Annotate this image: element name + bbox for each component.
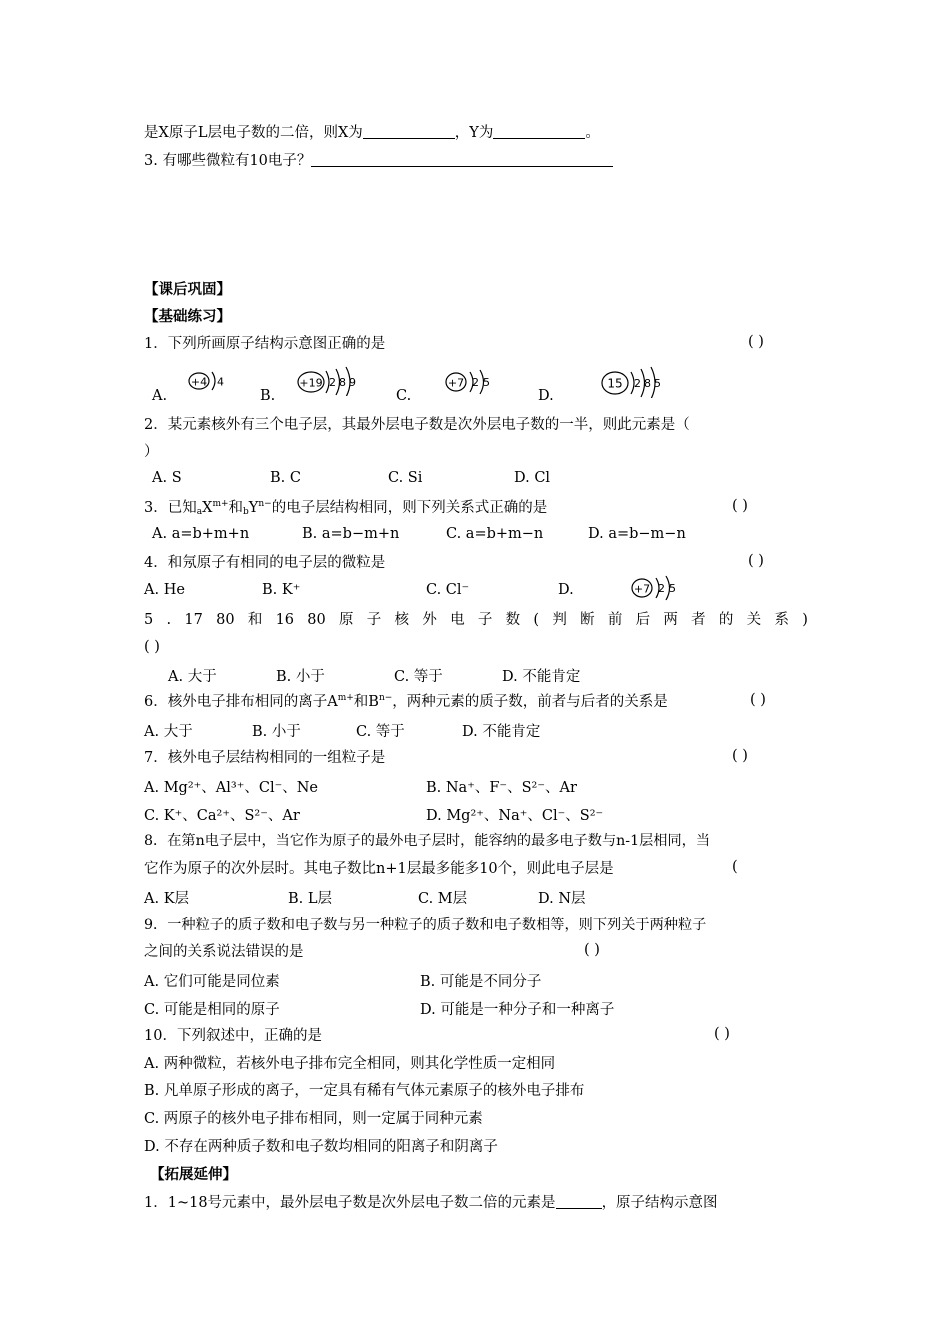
q6-stem-b: ，两种元素的质子数，前者与后者的关系是 [392, 694, 668, 710]
q6-option-a[interactable]: A. 大于 [144, 724, 193, 740]
top-line-1-b: ，Y为 [454, 125, 494, 141]
q5-char: 断 [580, 612, 595, 628]
shell-count: 8 [339, 376, 346, 389]
shell-count: 5 [669, 582, 676, 595]
ext1-stem-a: 1．1~18号元素中，最外层电子数是次外层电子数二倍的元素是 [144, 1195, 556, 1211]
q5-char: 前 [607, 612, 623, 628]
q5-char: 和 [247, 612, 263, 628]
q3-and: 和 [228, 500, 244, 516]
q5-char: 外 [422, 612, 437, 628]
q5-char: 5 [144, 612, 154, 628]
q6-mid: 和B [353, 694, 379, 710]
q5-option-c[interactable]: C. 等于 [394, 669, 443, 685]
q5-stem [144, 610, 808, 630]
q3-paren[interactable]: ( ) [732, 498, 748, 514]
q5-char: 17 [184, 612, 203, 628]
q7-paren[interactable]: ( ) [732, 748, 748, 764]
section-basic-practice: 【基础练习】 [144, 308, 231, 325]
q5-char: 16 [275, 612, 295, 628]
q6-stem [144, 692, 668, 712]
q10-option-d[interactable]: D. 不存在两种质子数和电子数均相同的阳离子和阴离子 [144, 1139, 498, 1155]
q10-option-a[interactable]: A. 两种微粒，若核外电子排布完全相同，则其化学性质一定相同 [144, 1056, 556, 1072]
q6-option-d[interactable]: D. 不能肯定 [462, 724, 541, 740]
q2-option-b[interactable]: B. C [270, 470, 301, 486]
q5-char: 核 [394, 612, 410, 628]
top-line-1-a: 是X原子L层电子数的二倍，则X为 [144, 125, 363, 141]
q5-char: 80 [307, 612, 326, 628]
q4-option-d[interactable]: D. [558, 582, 574, 598]
shell-count: 8 [644, 377, 651, 390]
q3-stem-b: 的电子层结构相同，则下列关系式正确的是 [271, 500, 548, 516]
q10-option-c[interactable]: C. 两原子的核外电子排布相同，则一定属于同种元素 [144, 1111, 483, 1127]
q5-option-b[interactable]: B. 小于 [276, 669, 325, 685]
q1-diagram-b [296, 366, 360, 396]
q5-char: 者 [691, 612, 706, 628]
q7-option-a[interactable]: A. Mg²⁺、Al³⁺、Cl⁻、Ne [144, 780, 319, 796]
q5-char: 系 [774, 612, 789, 628]
answer-blank-x[interactable] [363, 124, 455, 139]
q7-option-d[interactable]: D. Mg²⁺、Na⁺、Cl⁻、S²⁻ [426, 808, 604, 824]
q5-char: 两 [663, 612, 678, 628]
q8-option-d[interactable]: D. N层 [538, 891, 586, 907]
q1-diagram-a [186, 368, 226, 394]
q4-option-b[interactable]: B. K⁺ [262, 582, 301, 598]
ext1-stem [144, 1193, 718, 1213]
shell-count: 4 [217, 375, 224, 389]
q3-option-c[interactable]: C. a=b+m−n [446, 526, 544, 542]
q7-option-c[interactable]: C. K⁺、Ca²⁺、S²⁻、Ar [144, 808, 300, 824]
q4-option-a[interactable]: A. He [144, 582, 185, 598]
shell-count: 2 [658, 582, 665, 595]
q8-paren[interactable]: ( [732, 859, 738, 875]
q3-sup-m: m+ [212, 499, 229, 509]
shell-count: 5 [654, 377, 661, 390]
q1-option-d-label: D. [538, 388, 554, 404]
q1-option-b-label: B. [260, 388, 276, 404]
q5-char: 后 [635, 612, 651, 628]
q9-option-c[interactable]: C. 可能是相同的原子 [144, 1002, 280, 1018]
q6-sup-n: n− [378, 693, 393, 703]
section-after-class: 【课后巩固】 [144, 281, 231, 298]
q5-option-d[interactable]: D. 不能肯定 [502, 669, 581, 685]
q3-sup-n: n− [258, 499, 272, 509]
q9-option-d[interactable]: D. 可能是一种分子和一种离子 [420, 1002, 615, 1018]
q5-char: ) [802, 612, 808, 628]
q7-stem: 7．核外电子层结构相同的一组粒子是 [144, 750, 386, 766]
q3-option-a[interactable]: A. a=b+m+n [152, 526, 250, 542]
q3-symbol-x: X [202, 500, 213, 516]
q2-option-a[interactable]: A. S [152, 470, 182, 486]
q6-option-c[interactable]: C. 等于 [356, 724, 405, 740]
q9-option-b[interactable]: B. 可能是不同分子 [420, 974, 542, 990]
q2-stem-cont: ） [144, 444, 159, 460]
q5-char: 电 [450, 612, 465, 628]
q2-option-c[interactable]: C. Si [388, 470, 423, 486]
q5-char: 原 [339, 612, 354, 628]
q5-char: 判 [552, 612, 567, 628]
q3-symbol-y: Y [248, 500, 259, 516]
shell-count: 2 [329, 376, 336, 389]
q5-paren[interactable]: ( ) [144, 639, 160, 655]
q8-stem-line2: 它作为原子的次外层时。其电子数比n+1层最多能多10个，则此电子层是 [144, 861, 614, 877]
q4-stem: 4．和氖原子有相同的电子层的微粒是 [144, 555, 386, 571]
q5-char: 子 [477, 612, 493, 628]
q1-option-c-label: C. [396, 388, 412, 404]
q6-sup-m: m+ [337, 693, 354, 703]
q8-stem-line1: 8．在第n电子层中，当它作为原子的最外电子层时，能容纳的最多电子数与n-1层相同，当 [144, 833, 711, 849]
top-line-1 [144, 123, 600, 143]
section-extension: 【拓展延伸】 [150, 1166, 237, 1183]
ext1-stem-b: ，原子结构示意图 [601, 1195, 718, 1211]
answer-blank-10e[interactable] [311, 152, 613, 167]
q1-option-a-label: A. [152, 388, 168, 404]
shell-count: 5 [483, 376, 490, 389]
q1-diagram-c [444, 368, 496, 396]
q2-stem: 2．某元素核外有三个电子层，其最外层电子数是次外层电子数的一半，则此元素是（ [144, 417, 690, 433]
q2-option-d[interactable]: D. Cl [514, 470, 551, 486]
nucleus-charge: +4 [190, 375, 208, 389]
q3-sub-b: b [243, 507, 249, 517]
answer-blank-y[interactable] [493, 124, 585, 139]
q5-char: 子 [366, 612, 382, 628]
shell-count: 2 [634, 377, 641, 390]
ext1-answer-blank[interactable] [556, 1194, 602, 1209]
q5-char: ( [533, 612, 540, 628]
q8-option-a[interactable]: A. K层 [144, 891, 190, 907]
q10-option-b[interactable]: B. 凡单原子形成的离子，一定具有稀有气体元素原子的核外电子排布 [144, 1083, 585, 1099]
q3-option-b[interactable]: B. a=b−m+n [302, 526, 400, 542]
q1-diagram-d [600, 366, 668, 398]
q5-char: . [166, 612, 172, 628]
q9-option-a[interactable]: A. 它们可能是同位素 [144, 974, 280, 990]
top-line-1-c: 。 [585, 125, 600, 141]
q1-stem: 1．下列所画原子结构示意图正确的是 [144, 336, 386, 352]
shell-count: 2 [472, 376, 479, 389]
q10-stem: 10．下列叙述中，正确的是 [144, 1028, 322, 1044]
q3-option-d[interactable]: D. a=b−m−n [588, 526, 686, 542]
q3-stem [144, 498, 547, 518]
top-line-2 [144, 151, 613, 171]
q8-option-c[interactable]: C. M层 [418, 891, 468, 907]
shell-arc [212, 372, 215, 390]
q4-option-c[interactable]: C. Cl⁻ [426, 582, 470, 598]
nucleus-charge: 15 [607, 376, 623, 391]
q8-option-b[interactable]: B. L层 [288, 891, 333, 907]
q4-paren[interactable]: ( ) [748, 553, 764, 569]
q5-option-a[interactable]: A. 大于 [168, 669, 217, 685]
shell-count: 9 [349, 376, 356, 389]
nucleus-charge: +7 [447, 376, 465, 390]
q9-paren[interactable]: ( ) [584, 942, 600, 958]
q1-paren[interactable]: ( ) [748, 334, 764, 350]
q7-option-b[interactable]: B. Na⁺、F⁻、S²⁻、Ar [426, 780, 577, 796]
q6-option-b[interactable]: B. 小于 [252, 724, 301, 740]
q3-sub-a: a [196, 507, 203, 517]
q5-char: 80 [216, 612, 235, 628]
q9-stem-line2: 之间的关系说法错误的是 [144, 944, 304, 960]
q9-stem-line1: 9．一种粒子的质子数和电子数与另一种粒子的质子数和电子数相等，则下列关于两种粒子 [144, 917, 707, 933]
nucleus-charge: +19 [299, 376, 323, 390]
q6-paren[interactable]: ( ) [750, 692, 766, 708]
q6-stem-a: 6．核外电子排布相同的离子A [144, 694, 338, 710]
question-3-stem: 3. 有哪些微粒有10电子？ [144, 153, 312, 169]
q5-char: 数 [505, 612, 521, 628]
q3-stem-a: 3．已知 [144, 500, 197, 516]
nucleus-charge: +7 [633, 582, 651, 596]
q4-diagram-d [630, 574, 682, 602]
q10-paren[interactable]: ( ) [714, 1026, 730, 1042]
q5-char: 关 [746, 612, 762, 628]
q5-char: 的 [718, 612, 734, 628]
